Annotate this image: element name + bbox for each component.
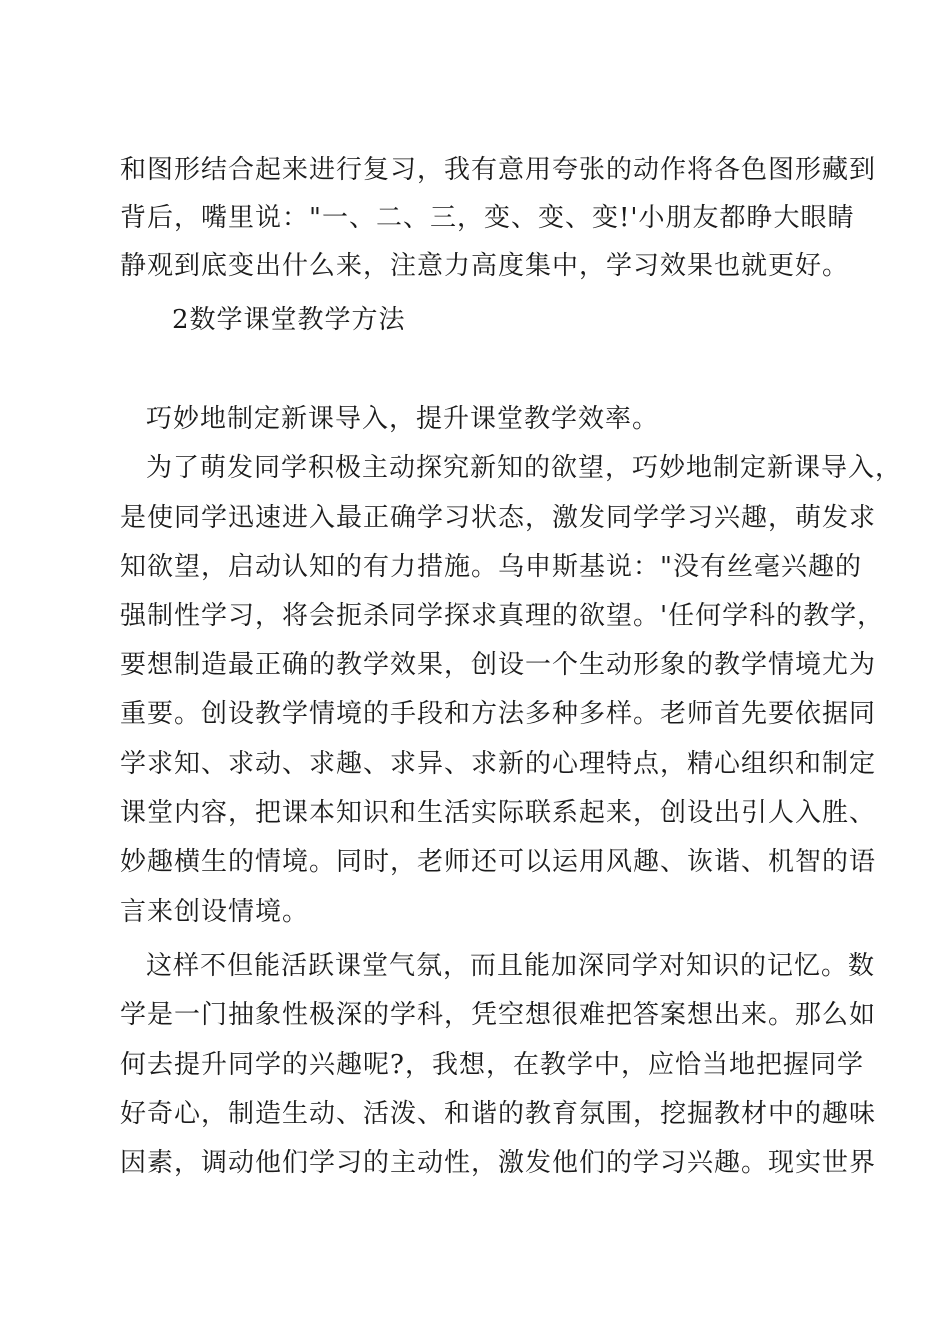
paragraph-line: 要想制造最正确的教学效果，创设一个生动形象的教学情境尤为 [120, 650, 877, 680]
paragraph-line: 和图形结合起来进行复习，我有意用夸张的动作将各色图形藏到 [120, 155, 877, 185]
paragraph-line: 课堂内容，把课本知识和生活实际联系起来，创设出引人入胜、 [120, 798, 877, 828]
paragraph-line: 学是一门抽象性极深的学科，凭空想很难把答案想出来。那么如 [120, 1000, 877, 1030]
paragraph-line: 知欲望，启动认知的有力措施。乌申斯基说："没有丝毫兴趣的 [120, 552, 862, 582]
paragraph-line: 何去提升同学的兴趣呢?，我想，在教学中，应恰当地把握同学 [120, 1050, 864, 1080]
paragraph-line: 是使同学迅速进入最正确学习状态，激发同学学习兴趣，萌发求 [120, 503, 877, 533]
paragraph-line: 妙趣横生的情境。同时，老师还可以运用风趣、诙谐、机智的语 [120, 847, 877, 877]
paragraph-line: 为了萌发同学积极主动探究新知的欲望，巧妙地制定新课导入， [146, 453, 903, 483]
paragraph-line: 强制性学习，将会扼杀同学探求真理的欲望。'任何学科的教学， [120, 601, 885, 631]
paragraph-line: 因素，调动他们学习的主动性，激发他们的学习兴趣。现实世界 [120, 1148, 877, 1178]
section-subheading: 巧妙地制定新课导入，提升课堂教学效率。 [146, 404, 660, 434]
paragraph-line: 好奇心，制造生动、活泼、和谐的教育氛围，挖掘教材中的趣味 [120, 1099, 877, 1129]
section-heading: 2数学课堂教学方法 [172, 305, 406, 335]
paragraph-line: 言来创设情境。 [120, 897, 310, 927]
paragraph-line: 重要。创设教学情境的手段和方法多种多样。老师首先要依据同 [120, 699, 877, 729]
paragraph-line: 这样不但能活跃课堂气氛，而且能加深同学对知识的记忆。数 [146, 951, 876, 981]
paragraph-line: 学求知、求动、求趣、求异、求新的心理特点，精心组织和制定 [120, 749, 877, 779]
paragraph-line: 背后，嘴里说："一、二、三，变、变、变!'小朋友都睁大眼睛 [120, 203, 855, 233]
paragraph-line: 静观到底变出什么来，注意力高度集中，学习效果也就更好。 [120, 251, 850, 281]
